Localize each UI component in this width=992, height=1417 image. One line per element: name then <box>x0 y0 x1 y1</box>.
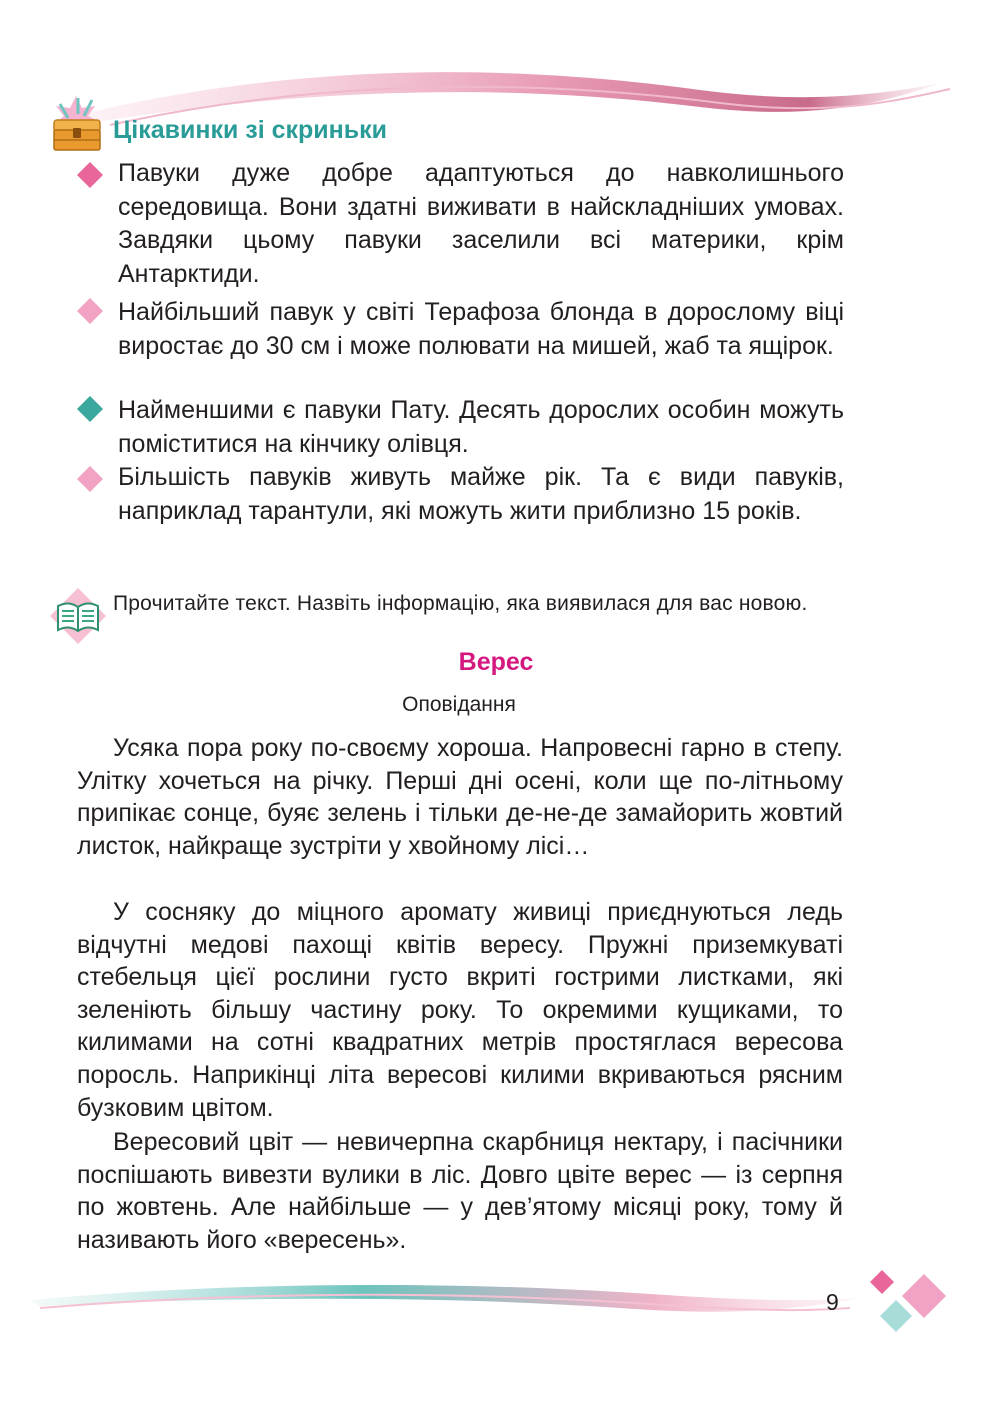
story-paragraph: Усяка пора року по-своєму хороша. Напровесні гарно в степу. Улітку хочеться на річку. Перші дні осені, коли ще по-літньому припікає сонце, буяє зелень і тільки де-не-де замайорить жовтий листок, найкраще зустріти у хвойному лісі… <box>77 734 843 860</box>
diamond-bullet-icon <box>75 296 105 326</box>
reading-task: Прочитайте текст. Назвіть інформацію, яка виявилася для вас новою. <box>113 592 808 615</box>
story-paragraph: У сосняку до міцного аромату живиці приєднуються ледь відчутні медові пахощі квітів вересу. Пружні приземкуваті стебельця цієї рослини густо вкриті гострими листками, які зеленіють більшу частину року. То окремими кущиками, то килимами на сотні квадратних метрів простяглася вересова поросль. Наприкінці літа вересові килими вкриваються рясним бузковим цвітом. <box>77 898 843 1122</box>
story-genre: Оповідання <box>402 693 516 716</box>
list-item: Більшість павуків живуть майже рік. Та є види павуків, наприклад тарантули, які можуть жити приблизно 15 років. <box>118 463 844 525</box>
page-number: 9 <box>826 1289 839 1315</box>
list-item: Найменшими є павуки Пату. Десять дорослих особин можуть поміститися на кінчику олівця. <box>118 396 844 458</box>
section-title: Цікавинки зі скриньки <box>113 116 388 144</box>
treasure-chest-icon <box>48 94 106 154</box>
corner-diamonds-icon <box>862 1268 952 1338</box>
story-paragraph: Вересовий цвіт — невичерпна скарбниця нектару, і пасічники поспішають вивезти вулики в ліс. Довго цвіте верес — із серпня по жовтень. Але найбільше — у дев’ятому місяці року, тому й називають його «вересень». <box>77 1128 843 1254</box>
diamond-bullet-icon <box>75 464 105 494</box>
list-item: Найбільший павук у світі Терафоза блонда в дорослому віці виростає до 30 см і може полювати на мишей, жаб та ящірок. <box>118 298 844 360</box>
bottom-decorative-swoosh <box>0 1262 992 1332</box>
diamond-bullet-icon <box>75 160 105 190</box>
list-item: Павуки дуже добре адаптуються до навколишнього середовища. Вони здатні виживати в найскладніших умовах. Завдяки цьому павуки заселили всі материки, крім Антарктиди. <box>118 159 844 288</box>
open-book-icon <box>48 586 108 646</box>
story-title: Верес <box>458 648 534 676</box>
diamond-bullet-icon <box>75 394 105 424</box>
